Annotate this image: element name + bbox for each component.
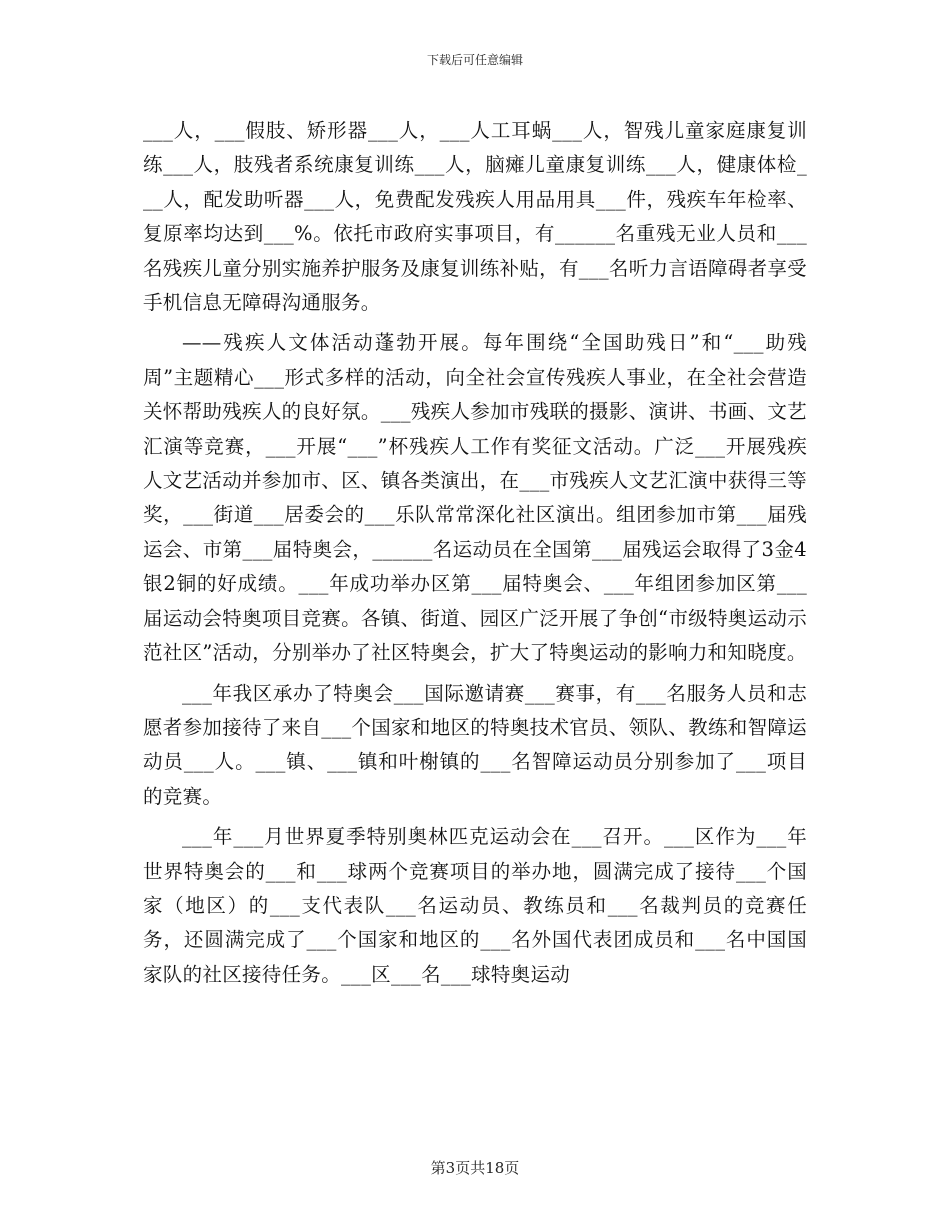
paragraph-1: ___人，___假肢、矫形器___人，___人工耳蜗___人，智残儿童家庭康复训练___人，肢残者系统康复训练___人，脑瘫儿童康复训练___人，健康体检___人，配发助听器___人，免费配发残疾人用品用具___件，残疾车年检率、复原率均达到___%。依托市政府实事项目，有______名重残无业人员和___名残疾儿童分别实施养护服务及康复训练补贴，有___名听力言语障碍者享受手机信息无障碍沟通服务。 bbox=[143, 119, 807, 315]
document-body bbox=[143, 114, 807, 998]
page-number: 第3页共18页 bbox=[430, 1159, 520, 1177]
paragraph-2: ——残疾人文体活动蓬勃开展。每年围绕“全国助残日”和“___助残周”主题精心___形式多样的活动，向全社会宣传残疾人事业，在全社会营造关怀帮助残疾人的良好氛。___残疾人参加市残联的摄影、演讲、书画、文艺汇演等竞赛，___开展“___”杯残疾人工作有奖征文活动。广泛___开展残疾人文艺活动并参加市、区、镇各类演出，在___市残疾人文艺汇演中获得三等奖，___街道___居委会的___乐队常常深化社区演出。组团参加市第___届残运会、市第___届特奥会，______名运动员在全国第___届残运会取得了3金4银2铜的好成绩。___年成功举办区第___届特奥会、___年组团参加区第___届运动会特奥项目竞赛。各镇、街道、园区广泛开展了争创“市级特奥运动示范社区”活动，分别举办了社区特奥会，扩大了特奥运动的影响力和知晓度。 bbox=[143, 331, 807, 665]
paragraph-4: ___年___月世界夏季特别奥林匹克运动会在___召开。___区作为___年世界特奥会的___和___球两个竞赛项目的举办地，圆满完成了接待___个国家（地区）的___支代表队___名运动员、教练员和___名裁判员的竞赛任务，还圆满完成了___个国家和地区的___名外国代表团成员和___名中国国家队的社区接待任务。___区___名___球特奥运动 bbox=[143, 825, 807, 986]
page-header: 下载后可任意编辑 bbox=[426, 53, 523, 67]
paragraph-3: ___年我区承办了特奥会___国际邀请赛___赛事，有___名服务人员和志愿者参加接待了来自___个国家和地区的特奥技术官员、领队、教练和智障运动员___人。___镇、___镇和叶榭镇的___名智障运动员分别参加了___项目的竞赛。 bbox=[143, 681, 807, 808]
